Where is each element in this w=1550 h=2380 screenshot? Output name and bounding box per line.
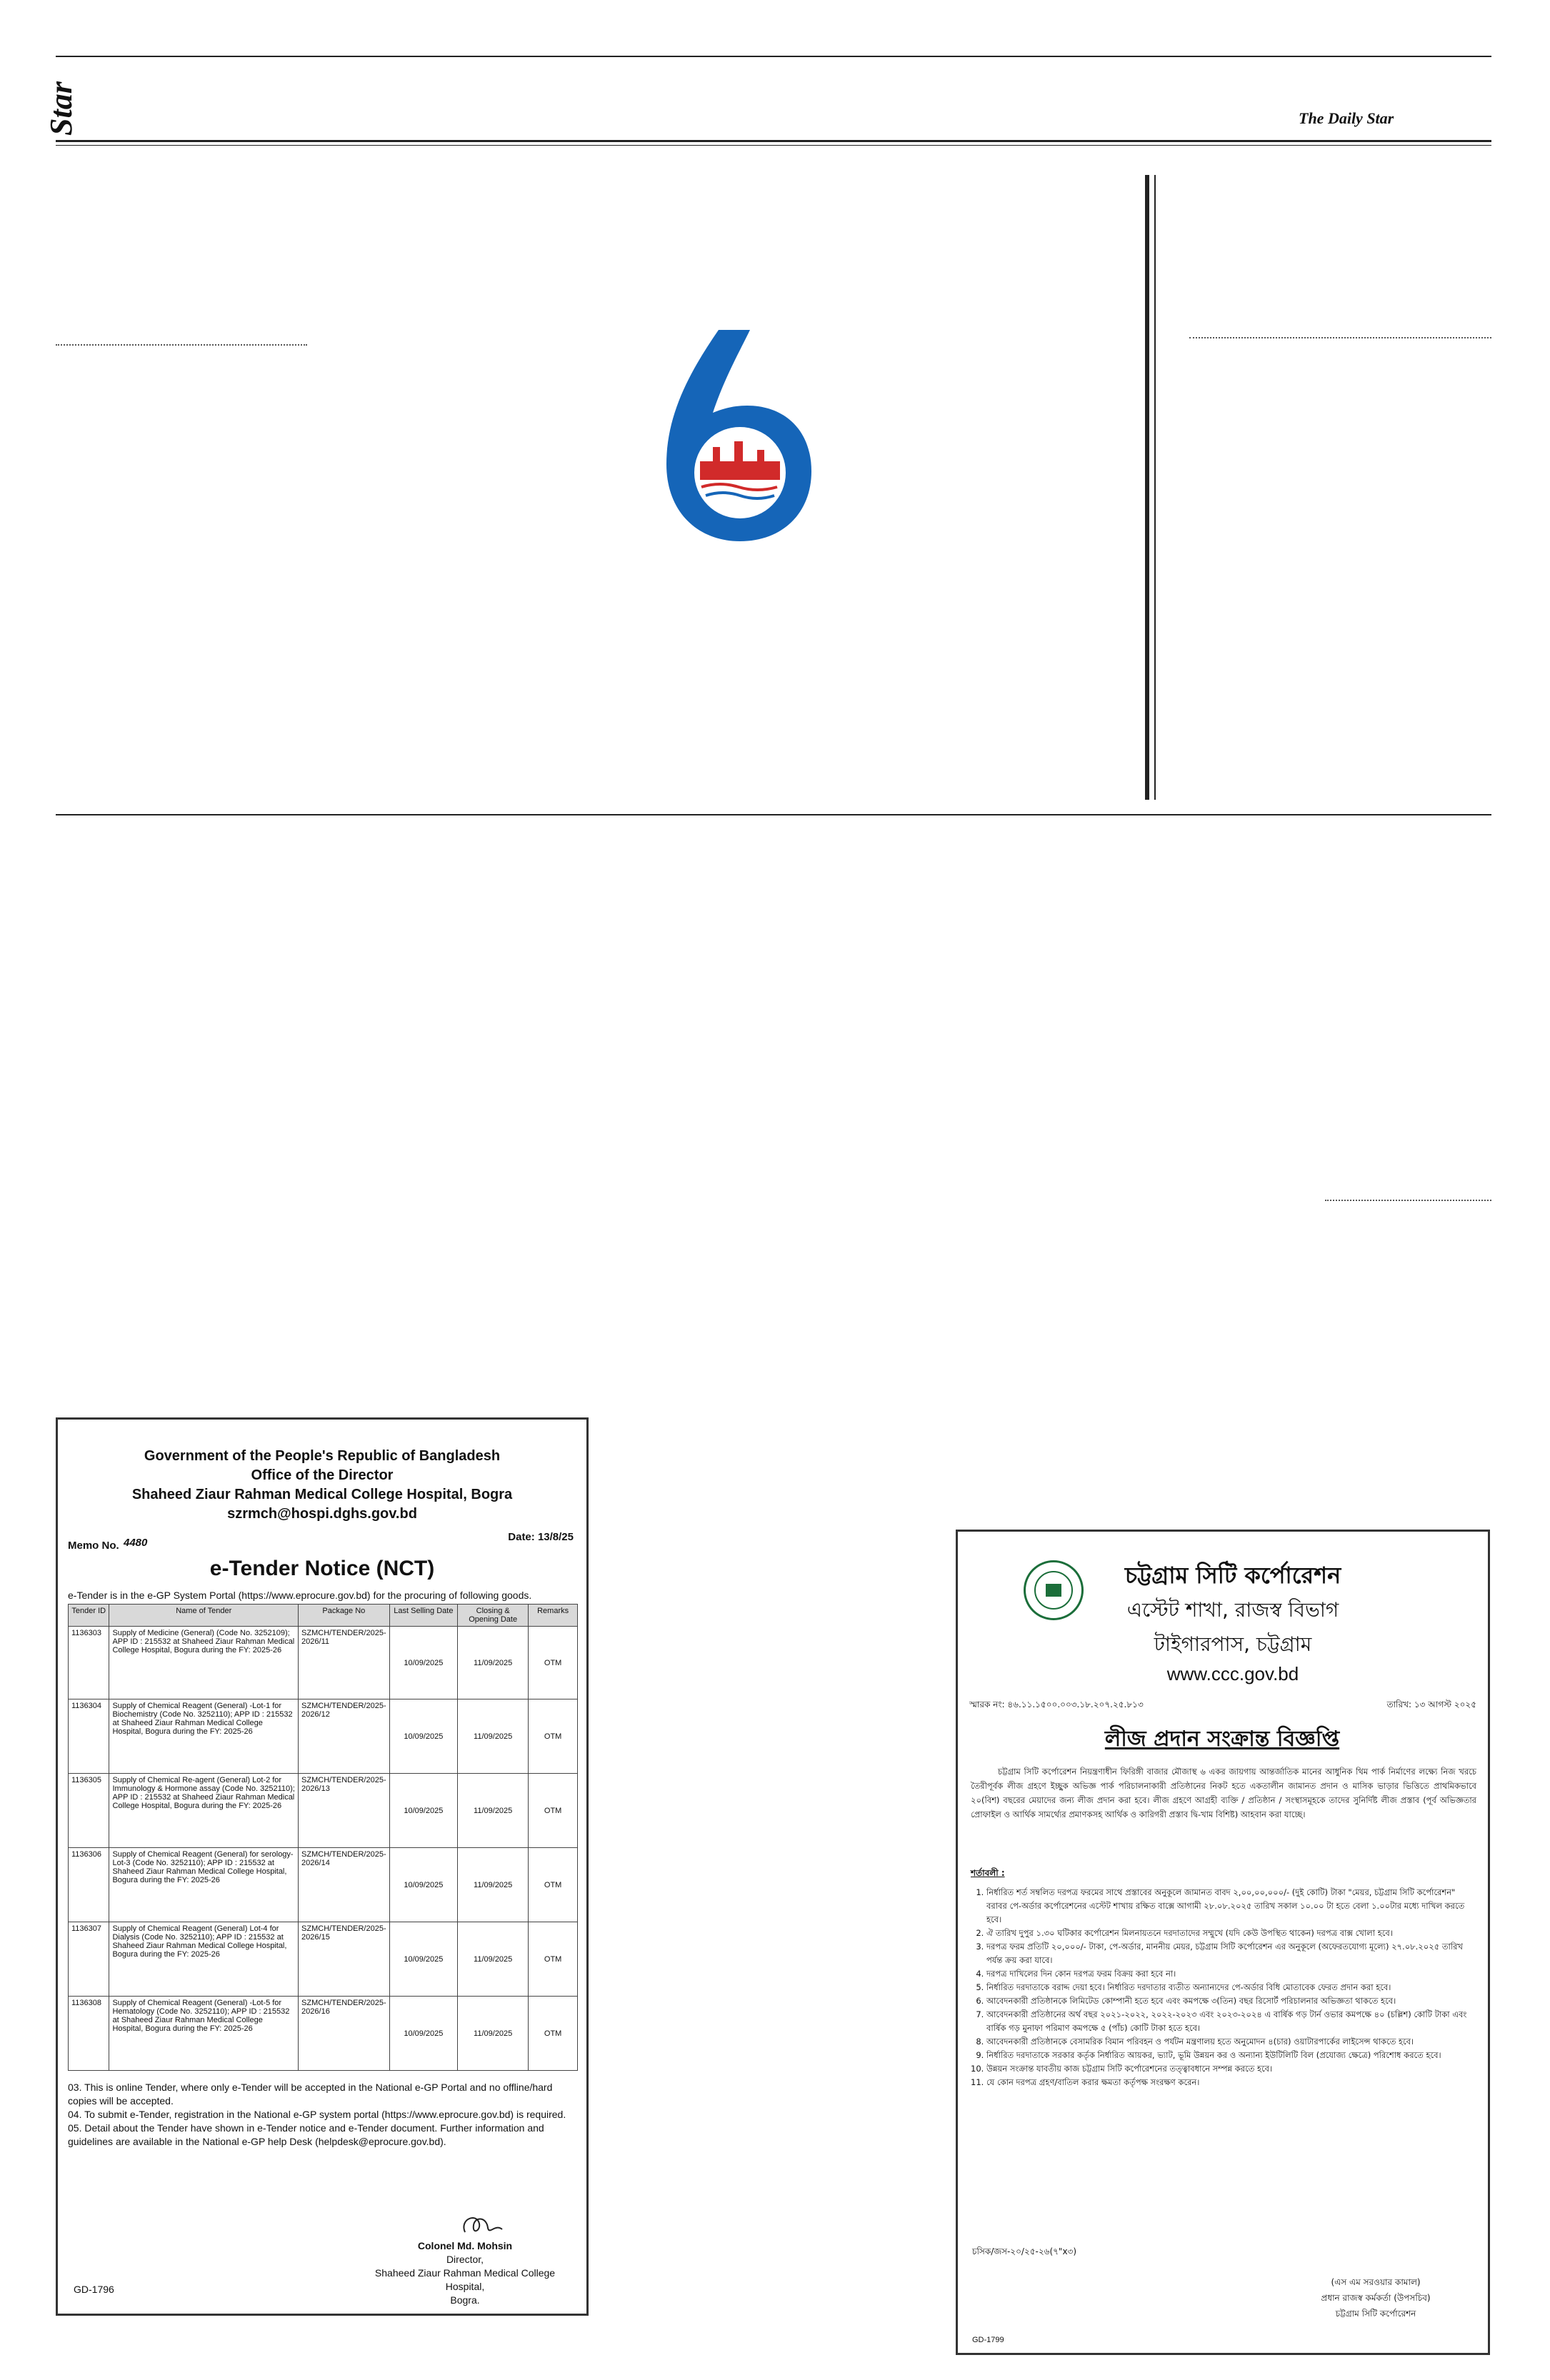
cell-name: Supply of Chemical Re-agent (General) Lot-2 for Immunology & Hormone assay (Code No. 3252110); APP ID : 215532 at Shaheed Ziaur Rahman Medical College Hospital, Bogura during the FY: 2025-26 [109, 1774, 299, 1848]
cell-package: SZMCH/TENDER/2025-2026/14 [299, 1848, 390, 1922]
cell-close-date: 11/09/2025 [458, 1699, 529, 1774]
table-row [69, 1997, 578, 2071]
memo-number: 4480 [124, 1537, 148, 1549]
tender-gd-number: GD-1796 [74, 2284, 114, 2295]
lease-website: www.ccc.gov.bd [1166, 1663, 1299, 1684]
tender-intro: e-Tender is in the e-GP System Portal (https://www.eprocure.gov.bd) for the procuring of following goods. [68, 1590, 532, 1601]
lease-memo: স্মারক নং: ৪৬.১১.১৫০০.০০৩.১৮.২০৭.২৫.৮১৩ [969, 1699, 1144, 1709]
lease-signature-block [1272, 2274, 1479, 2321]
logo-tower-1 [713, 447, 720, 463]
logo-skyline [700, 461, 780, 480]
divider-right [1189, 337, 1491, 338]
cell-remarks: OTM [529, 1627, 578, 1699]
cell-package: SZMCH/TENDER/2025-2026/12 [299, 1699, 390, 1774]
lease-sign-org: চট্টগ্রাম সিটি কর্পোরেশন [1335, 2309, 1416, 2319]
lease-terms-list [968, 1886, 1476, 2089]
cell-id: 1136306 [69, 1848, 109, 1922]
cell-name: Supply of Chemical Reagent (General) Lot-4 for Dialysis (Code No. 3252110); APP ID : 215532 at Shaheed Ziaur Rahman Medical College Hospital, Bogura during the FY: 2025-26 [109, 1922, 299, 1997]
lease-term: 5. নির্ধারিত দরদাতাকে বরাদ্দ দেয়া হবে। নির্ধারিত দরদাতার ব্যতীত অন্যান্যদের পে-অর্ডার বিধি মোতাবেক ফেরত প্রদান করা হবে। [986, 1981, 1476, 1994]
tender-date: Date: 13/8/25 [508, 1531, 574, 1543]
cell-id: 1136305 [69, 1774, 109, 1848]
tender-sign-org: Shaheed Ziaur Rahman Medical College Hospital, [374, 2267, 556, 2292]
top-rule [56, 56, 1491, 57]
lease-ref: চসিক/জস-২০/২৫-২৬(৭"x৩) [972, 2246, 1077, 2256]
cell-remarks: OTM [529, 1922, 578, 1997]
tender-sign-title: Director, [446, 2254, 484, 2265]
tender-note-03: 03. This is online Tender, where only e-Tender will be accepted in the National e-GP Portal and no offline/hard copies will be accepted. [68, 2082, 553, 2107]
masthead-rule [56, 140, 1491, 142]
cell-remarks: OTM [529, 1848, 578, 1922]
logo-tower-3 [757, 450, 764, 463]
lease-notice-ad [956, 1530, 1490, 2355]
lease-term: 3. দরপত্র ফরম প্রতিটি ২০,০০০/- টাকা, পে-অর্ডার, মাননীয় মেয়র, চট্টগ্রাম সিটি কর্পোরেশন এর অনুকূলে (অফেরতযোগ্য মূল্যে) ২৭.০৮.২০২৫ তারিখ পর্যন্ত ক্রয় করা যাবে। [986, 1940, 1476, 1967]
column-rule [1145, 175, 1149, 800]
signature-stroke [464, 2218, 502, 2232]
lease-term: 2. ঐ তারিখ দুপুর ১.৩০ ঘটিকার কর্পোরেশন মিলনায়তনে দরদাতাদের সম্মুখে (যদি কেউ উপস্থিত থাকেন) দরপত্র বাক্স খোলা হবে। [986, 1927, 1476, 1940]
cell-name: Supply of Chemical Reagent (General) -Lot-5 for Hematology (Code No. 3252110); APP ID : 215532 at Shaheed Ziaur Rahman Medical College Hospital, Bogura during the FY: 2025-26 [109, 1997, 299, 2071]
lease-place: টাইগারপাস, চট্টগ্রাম [1154, 1632, 1312, 1656]
tender-note-04: 04. To submit e-Tender, registration in the National e-GP system portal (https://www.eprocure.gov.bd) is required. [68, 2109, 566, 2120]
lease-term: 11. যে কোন দরপত্র গ্রহণ/বাতিল করার ক্ষমতা কর্তৃপক্ষ সংরক্ষণ করেন। [986, 2076, 1476, 2089]
section-rule [56, 814, 1491, 815]
column-rule-thin [1154, 175, 1156, 800]
table-row [69, 1848, 578, 1922]
cell-close-date: 11/09/2025 [458, 1997, 529, 2071]
tender-title: e-Tender Notice (NCT) [209, 1557, 435, 1580]
divider-lower-right [1325, 1200, 1491, 1201]
table-row [69, 1699, 578, 1774]
tender-table-header [69, 1605, 578, 1627]
table-row [69, 1922, 578, 1997]
masthead-rule-thin [56, 145, 1491, 146]
tender-office-line: Office of the Director [251, 1467, 394, 1483]
cell-close-date: 11/09/2025 [458, 1922, 529, 1997]
lease-term: 7. আবেদনকারী প্রতিষ্ঠানের অর্থ বছর ২০২১-২০২২, ২০২২-২০২৩ এবং ২০২৩-২০২৪ এ বার্ষিক গড় টার্ন ওভার কমপক্ষে ৪০ (চল্লিশ) কোটি টাকা এবং বার্ষিক গড় মুনাফা পরিমাণ কমপক্ষে ৫ (পাঁচ) কোটি টাকা হতে হবে। [986, 2008, 1476, 2035]
cell-id: 1136303 [69, 1627, 109, 1699]
lease-dept: এস্টেট শাখা, রাজস্ব বিভাগ [1126, 1598, 1339, 1622]
masthead-logo-left: Star [44, 81, 79, 136]
lease-sign-title: প্রধান রাজস্ব কর্মকর্তা (উপসচিব) [1321, 2293, 1431, 2303]
lease-title: লীজ প্রদান সংক্রান্ত বিজ্ঞপ্তি [1104, 1727, 1340, 1752]
cell-package: SZMCH/TENDER/2025-2026/13 [299, 1774, 390, 1848]
cell-name: Supply of Chemical Reagent (General) for serology-Lot-3 (Code No. 3252110); APP ID : 215532 at Shaheed Ziaur Rahman Medical College Hospital, Bogura during the FY: 2025-26 [109, 1848, 299, 1922]
cell-package: SZMCH/TENDER/2025-2026/15 [299, 1922, 390, 1997]
cell-id: 1136307 [69, 1922, 109, 1997]
cell-sell-date: 10/09/2025 [389, 1627, 457, 1699]
cell-sell-date: 10/09/2025 [389, 1997, 457, 2071]
cell-name: Supply of Chemical Reagent (General) -Lot-1 for Biochemistry (Code No. 3252110); APP ID : 215532 at Shaheed Ziaur Rahman Medical College Hospital, Bogura during the FY: 2025-26 [109, 1699, 299, 1774]
masthead-logo-right: The Daily Star [1299, 109, 1394, 127]
cell-id: 1136308 [69, 1997, 109, 2071]
lease-intro: চট্টগ্রাম সিটি কর্পোরেশন নিয়ন্ত্রণাধীন ফিরিঙ্গী বাজার মৌজাস্থ ৬ একর জায়গায় আন্তর্জাতিক মানের আধুনিক থিম পার্ক নির্মাণের লক্ষ্যে নিজ খরচে তৈরীপূর্বক লীজ গ্রহণে ইচ্ছুক অভিজ্ঞ পার্ক পরিচালনাকারী প্রতিষ্ঠানের নিকট হতে একতালীন জামানত প্রদান ও মাসিক ভাড়ার ভিত্তিতে প্রাথমিকভাবে ২০(বিশ) বছরের মেয়াদের জন্য লীজ প্রদান করা হবে। লীজ গ্রহণে আগ্রহী ব্যক্তি / প্রতিষ্ঠান / সংস্থাসমূহকে তাদের সুনির্দিষ্ট লীজ প্রস্তাব (পূর্ব অভিজ্ঞতার প্রোফাইল ও আর্থিক সামর্থ্যের প্রমাণকসহ আর্থিক ও কারিগরী প্রস্তাব দ্বি-খাম বিশিষ্ট) আহবান করা যাচ্ছে। [971, 1767, 1476, 1819]
logo-tower-2 [734, 441, 743, 463]
cell-close-date: 11/09/2025 [458, 1774, 529, 1848]
cell-close-date: 11/09/2025 [458, 1848, 529, 1922]
cell-name: Supply of Medicine (General) (Code No. 3252109); APP ID : 215532 at Shaheed Ziaur Rahman Medical College Hospital, Bogura during the FY: 2025-26 [109, 1627, 299, 1699]
table-row [69, 1774, 578, 1848]
col-name: Name of Tender [109, 1605, 299, 1627]
tender-signature-block [358, 2239, 572, 2307]
lease-terms-label: শর্তাবলী : [971, 1868, 1005, 1878]
lease-term: 8. আবেদনকারী প্রতিষ্ঠানকে বেসামরিক বিমান পরিবহন ও পর্যটন মন্ত্রণালয় হতে অনুমোদন ৪(চার) ওয়াটারপার্কের লাইসেন্স থাকতে হবে। [986, 2035, 1476, 2049]
col-package: Package No [299, 1605, 390, 1627]
cell-package: SZMCH/TENDER/2025-2026/16 [299, 1997, 390, 2071]
tender-gov-line: Government of the People's Republic of Bangladesh [144, 1448, 501, 1464]
tender-note-05: 05. Detail about the Tender have shown in e-Tender notice and e-Tender document. Further information and guidelines are available in the National e-GP help Desk (helpdesk@eprocure.gov.bd). [68, 2122, 544, 2147]
cell-sell-date: 10/09/2025 [389, 1848, 457, 1922]
col-last-selling: Last Selling Date [389, 1605, 457, 1627]
cell-id: 1136304 [69, 1699, 109, 1774]
tender-hospital-line: Shaheed Ziaur Rahman Medical College Hospital, Bogra [131, 1487, 513, 1502]
lease-org-name: চট্টগ্রাম সিটি কর্পোরেশন [1124, 1562, 1341, 1589]
memo-label: Memo No. [68, 1540, 119, 1552]
cell-sell-date: 10/09/2025 [389, 1922, 457, 1997]
col-remarks: Remarks [529, 1605, 578, 1627]
logo-6-mark [627, 321, 849, 550]
cell-sell-date: 10/09/2025 [389, 1699, 457, 1774]
lease-signatory: (এস এম সরওয়ার কামাল) [1331, 2277, 1421, 2287]
lease-term: 9. নির্ধারিত দরদাতাকে সরকার কর্তৃক নির্ধারিত আয়কর, ভ্যাট, ভূমি উন্নয়ন কর ও অন্যান্য ইউটিলিটি বিল (প্রযোজ্য ক্ষেত্রে) পরিশোধ করতে হবে। [986, 2049, 1476, 2062]
table-row [69, 1627, 578, 1699]
cell-remarks: OTM [529, 1699, 578, 1774]
tender-table [68, 1604, 578, 2071]
seal-emblem [1046, 1584, 1061, 1597]
lease-term: 4. দরপত্র দাখিলের দিন কোন দরপত্র ফরম বিক্রয় করা হবে না। [986, 1967, 1476, 1981]
cell-sell-date: 10/09/2025 [389, 1774, 457, 1848]
tender-sign-city: Bogra. [450, 2294, 480, 2306]
col-closing: Closing & Opening Date [458, 1605, 529, 1627]
tender-signatory: Colonel Md. Mohsin [417, 2240, 513, 2251]
lease-term: 1. নির্ধারিত শর্ত সম্বলিত দরপত্র ফরমের সাথে প্রস্তাবের অনুকূলে জামানত বাবদ ২,০০,০০,০০০/- (দুই কোটি) টাকা "মেয়র, চট্টগ্রাম সিটি কর্পোরেশন" বরাবর পে-অর্ডার কর্পোরেশনের এস্টেট শাখায় রক্ষিত বাক্সে আগামী ২৮.০৮.২০২৫ তারিখ সকাল ১০.০০ টা হতে বেলা ১.০০টার মধ্যে দাখিল করতে হবে। [986, 1886, 1476, 1927]
divider-left [56, 344, 307, 346]
cell-package: SZMCH/TENDER/2025-2026/11 [299, 1627, 390, 1699]
cell-remarks: OTM [529, 1997, 578, 2071]
lease-date: তারিখ: ১৩ আগস্ট ২০২৫ [1386, 1699, 1476, 1709]
col-tender-id: Tender ID [69, 1605, 109, 1627]
e-tender-notice-ad [56, 1417, 589, 2316]
cell-remarks: OTM [529, 1774, 578, 1848]
lease-term: 10. উন্নয়ন সংক্রান্ত যাবতীয় কাজ চট্টগ্রাম সিটি কর্পোরেশনের তত্ত্বাবধানে সম্পন্ন করতে হবে। [986, 2062, 1476, 2076]
lease-gd-number: GD-1799 [972, 2336, 1004, 2344]
lease-term: 6. আবেদনকারী প্রতিষ্ঠানকে লিমিটেড কোম্পানী হতে হবে এবং কমপক্ষে ৩(তিন) বছর রিসোর্ট পরিচালনার অভিজ্ঞতা থাকতে হবে। [986, 1994, 1476, 2008]
cell-close-date: 11/09/2025 [458, 1627, 529, 1699]
tender-email: szrmch@hospi.dghs.gov.bd [227, 1506, 417, 1522]
